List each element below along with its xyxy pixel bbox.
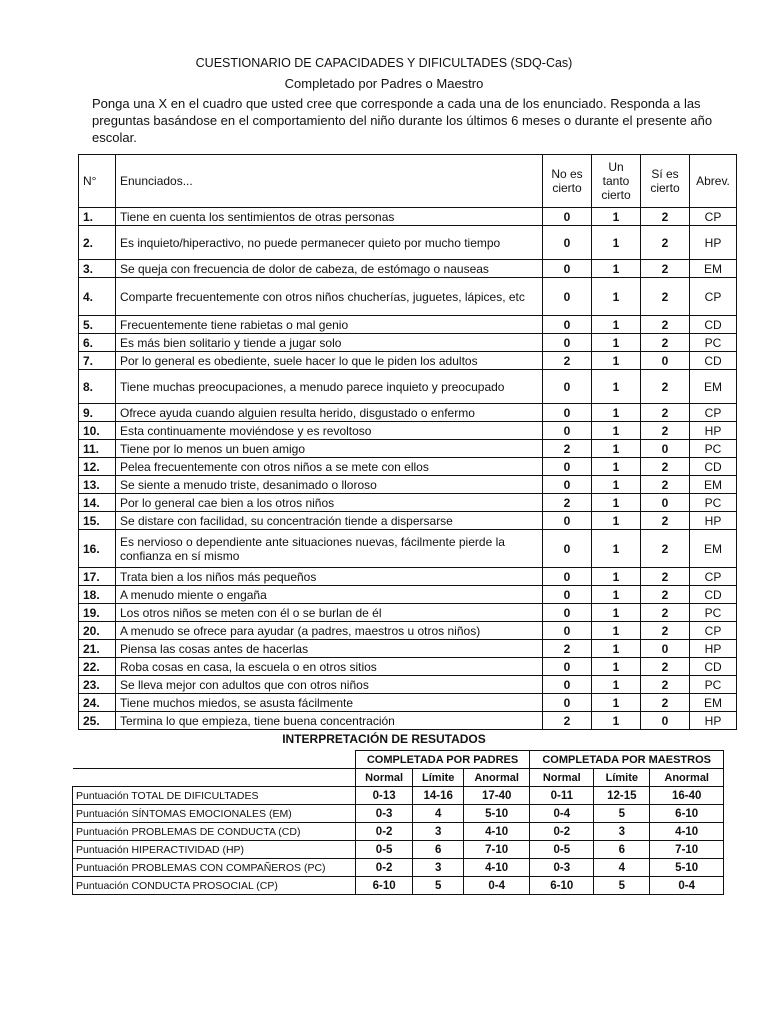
sub-anormal-padres: Anormal xyxy=(464,769,530,787)
item-number: 13. xyxy=(79,476,116,494)
score-somewhat-true: 1 xyxy=(592,370,641,404)
score-true: 2 xyxy=(641,278,690,316)
score-somewhat-true: 1 xyxy=(592,440,641,458)
item-abbreviation: CP xyxy=(690,568,737,586)
item-abbreviation: CP xyxy=(690,404,737,422)
score-not-true: 2 xyxy=(543,640,592,658)
score-somewhat-true: 1 xyxy=(592,260,641,278)
item-abbreviation: PC xyxy=(690,676,737,694)
score-somewhat-true: 1 xyxy=(592,530,641,568)
score-true: 2 xyxy=(641,458,690,476)
score-not-true: 0 xyxy=(543,458,592,476)
item-number: 24. xyxy=(79,694,116,712)
score-somewhat-true: 1 xyxy=(592,586,641,604)
score-range: 6 xyxy=(413,841,464,859)
interpretation-row xyxy=(73,823,724,841)
score-not-true: 0 xyxy=(543,694,592,712)
questionnaire-table xyxy=(78,154,737,730)
score-not-true: 2 xyxy=(543,440,592,458)
item-statement: Se queja con frecuencia de dolor de cabeza, de estómago o nauseas xyxy=(116,260,543,278)
score-not-true: 0 xyxy=(543,208,592,226)
item-abbreviation: CD xyxy=(690,458,737,476)
item-statement: Comparte frecuentemente con otros niños chucherías, juguetes, lápices, etc xyxy=(116,278,543,316)
table-row xyxy=(79,712,737,730)
score-range: 14-16 xyxy=(413,787,464,805)
sub-normal-padres: Normal xyxy=(355,769,413,787)
item-abbreviation: CD xyxy=(690,352,737,370)
score-not-true: 0 xyxy=(543,676,592,694)
item-number: 23. xyxy=(79,676,116,694)
sub-normal-maestros: Normal xyxy=(530,769,594,787)
table-row xyxy=(79,530,737,568)
score-somewhat-true: 1 xyxy=(592,226,641,260)
item-statement: Los otros niños se meten con él o se burlan de él xyxy=(116,604,543,622)
score-somewhat-true: 1 xyxy=(592,568,641,586)
item-statement: Es más bien solitario y tiende a jugar solo xyxy=(116,334,543,352)
score-true: 2 xyxy=(641,334,690,352)
score-somewhat-true: 1 xyxy=(592,512,641,530)
score-label: Puntuación PROBLEMAS CON COMPAÑEROS (PC) xyxy=(73,859,356,877)
item-statement: Se distare con facilidad, su concentración tiende a dispersarse xyxy=(116,512,543,530)
item-abbreviation: EM xyxy=(690,476,737,494)
score-true: 0 xyxy=(641,712,690,730)
item-number: 7. xyxy=(79,352,116,370)
interpretation-row xyxy=(73,877,724,895)
document-title: CUESTIONARIO DE CAPACIDADES Y DIFICULTADES (SDQ-Cas) xyxy=(195,56,573,70)
score-not-true: 0 xyxy=(543,622,592,640)
item-number: 3. xyxy=(79,260,116,278)
item-abbreviation: HP xyxy=(690,640,737,658)
score-range: 6-10 xyxy=(530,877,594,895)
score-somewhat-true: 1 xyxy=(592,640,641,658)
table-row xyxy=(79,458,737,476)
item-number: 21. xyxy=(79,640,116,658)
item-abbreviation: CP xyxy=(690,622,737,640)
score-range: 4-10 xyxy=(464,859,530,877)
item-abbreviation: CP xyxy=(690,208,737,226)
item-number: 17. xyxy=(79,568,116,586)
item-abbreviation: CD xyxy=(690,316,737,334)
header-not-true: No es cierto xyxy=(543,155,592,208)
score-true: 2 xyxy=(641,226,690,260)
item-abbreviation: CD xyxy=(690,658,737,676)
score-range: 0-11 xyxy=(530,787,594,805)
table-row xyxy=(79,422,737,440)
item-statement: Piensa las cosas antes de hacerlas xyxy=(116,640,543,658)
item-abbreviation: HP xyxy=(690,512,737,530)
score-true: 2 xyxy=(641,476,690,494)
item-statement: Trata bien a los niños más pequeños xyxy=(116,568,543,586)
item-statement: Por lo general es obediente, suele hacer lo que le piden los adultos xyxy=(116,352,543,370)
score-somewhat-true: 1 xyxy=(592,476,641,494)
item-statement: Termina lo que empieza, tiene buena concentración xyxy=(116,712,543,730)
table-row xyxy=(79,260,737,278)
item-statement: Ofrece ayuda cuando alguien resulta herido, disgustado o enfermo xyxy=(116,404,543,422)
score-range: 6-10 xyxy=(650,805,724,823)
group-padres: COMPLETADA POR PADRES xyxy=(355,751,530,769)
item-number: 6. xyxy=(79,334,116,352)
score-somewhat-true: 1 xyxy=(592,712,641,730)
empty-label-cell xyxy=(73,769,356,787)
score-label: Puntuación PROBLEMAS DE CONDUCTA (CD) xyxy=(73,823,356,841)
score-true: 2 xyxy=(641,694,690,712)
score-range: 4 xyxy=(413,805,464,823)
item-statement: A menudo miente o engaña xyxy=(116,586,543,604)
item-abbreviation: EM xyxy=(690,694,737,712)
score-range: 6 xyxy=(594,841,650,859)
item-abbreviation: CD xyxy=(690,586,737,604)
item-number: 22. xyxy=(79,658,116,676)
score-true: 2 xyxy=(641,512,690,530)
score-somewhat-true: 1 xyxy=(592,604,641,622)
item-abbreviation: EM xyxy=(690,370,737,404)
item-abbreviation: PC xyxy=(690,494,737,512)
score-not-true: 0 xyxy=(543,260,592,278)
item-statement: Frecuentemente tiene rabietas o mal genio xyxy=(116,316,543,334)
score-not-true: 0 xyxy=(543,604,592,622)
item-abbreviation: CP xyxy=(690,278,737,316)
table-row xyxy=(79,476,737,494)
score-range: 0-2 xyxy=(530,823,594,841)
item-number: 20. xyxy=(79,622,116,640)
score-somewhat-true: 1 xyxy=(592,422,641,440)
score-range: 3 xyxy=(413,823,464,841)
item-number: 18. xyxy=(79,586,116,604)
item-statement: Es inquieto/hiperactivo, no puede permanecer quieto por mucho tiempo xyxy=(116,226,543,260)
item-statement: Tiene muchos miedos, se asusta fácilmente xyxy=(116,694,543,712)
score-label: Puntuación SÍNTOMAS EMOCIONALES (EM) xyxy=(73,805,356,823)
item-abbreviation: HP xyxy=(690,226,737,260)
table-row xyxy=(79,352,737,370)
score-range: 0-2 xyxy=(355,859,413,877)
score-label: Puntuación TOTAL DE DIFICULTADES xyxy=(73,787,356,805)
item-number: 12. xyxy=(79,458,116,476)
item-number: 10. xyxy=(79,422,116,440)
score-range: 5-10 xyxy=(650,859,724,877)
score-not-true: 0 xyxy=(543,586,592,604)
table-row xyxy=(79,694,737,712)
table-row xyxy=(79,640,737,658)
item-number: 11. xyxy=(79,440,116,458)
score-true: 2 xyxy=(641,422,690,440)
score-not-true: 2 xyxy=(543,494,592,512)
interpretation-group-row xyxy=(73,751,724,769)
group-maestros: COMPLETADA POR MAESTROS xyxy=(530,751,724,769)
table-header-row xyxy=(79,155,737,208)
score-true: 0 xyxy=(641,440,690,458)
score-range: 0-4 xyxy=(650,877,724,895)
table-row xyxy=(79,622,737,640)
score-somewhat-true: 1 xyxy=(592,458,641,476)
score-true: 2 xyxy=(641,604,690,622)
table-row xyxy=(79,512,737,530)
score-somewhat-true: 1 xyxy=(592,316,641,334)
item-number: 5. xyxy=(79,316,116,334)
score-somewhat-true: 1 xyxy=(592,622,641,640)
sub-anormal-maestros: Anormal xyxy=(650,769,724,787)
item-statement: Por lo general cae bien a los otros niños xyxy=(116,494,543,512)
sub-limite-maestros: Límite xyxy=(594,769,650,787)
table-row xyxy=(79,334,737,352)
score-not-true: 0 xyxy=(543,226,592,260)
score-true: 2 xyxy=(641,676,690,694)
score-true: 2 xyxy=(641,404,690,422)
score-true: 2 xyxy=(641,658,690,676)
item-abbreviation: PC xyxy=(690,334,737,352)
score-range: 5 xyxy=(413,877,464,895)
table-row xyxy=(79,370,737,404)
header-statements: Enunciados... xyxy=(116,155,543,208)
score-range: 5 xyxy=(594,805,650,823)
score-somewhat-true: 1 xyxy=(592,278,641,316)
item-statement: Tiene por lo menos un buen amigo xyxy=(116,440,543,458)
item-statement: Esta continuamente moviéndose y es revoltoso xyxy=(116,422,543,440)
header-number: N° xyxy=(79,155,116,208)
item-statement: Roba cosas en casa, la escuela o en otros sitios xyxy=(116,658,543,676)
score-not-true: 0 xyxy=(543,476,592,494)
header-abbreviation: Abrev. xyxy=(690,155,737,208)
score-range: 3 xyxy=(594,823,650,841)
item-statement: Tiene muchas preocupaciones, a menudo parece inquieto y preocupado xyxy=(116,370,543,404)
score-somewhat-true: 1 xyxy=(592,334,641,352)
score-not-true: 0 xyxy=(543,422,592,440)
table-row xyxy=(79,278,737,316)
score-somewhat-true: 1 xyxy=(592,658,641,676)
score-true: 2 xyxy=(641,370,690,404)
sub-limite-padres: Límite xyxy=(413,769,464,787)
interpretation-table xyxy=(72,750,724,895)
item-statement: Es nervioso o dependiente ante situaciones nuevas, fácilmente pierde la confianza en sí mismo xyxy=(116,530,543,568)
document-subtitle: Completado por Padres o Maestro xyxy=(284,76,484,91)
item-number: 15. xyxy=(79,512,116,530)
item-statement: A menudo se ofrece para ayudar (a padres, maestros u otros niños) xyxy=(116,622,543,640)
header-true: Sí es cierto xyxy=(641,155,690,208)
item-number: 8. xyxy=(79,370,116,404)
score-range: 0-13 xyxy=(355,787,413,805)
score-not-true: 2 xyxy=(543,352,592,370)
item-number: 19. xyxy=(79,604,116,622)
interpretation-row xyxy=(73,787,724,805)
score-true: 2 xyxy=(641,208,690,226)
interpretation-row xyxy=(73,805,724,823)
table-row xyxy=(79,440,737,458)
table-row xyxy=(79,604,737,622)
score-true: 0 xyxy=(641,352,690,370)
score-range: 7-10 xyxy=(650,841,724,859)
score-not-true: 0 xyxy=(543,334,592,352)
table-row xyxy=(79,676,737,694)
score-range: 4-10 xyxy=(650,823,724,841)
item-number: 16. xyxy=(79,530,116,568)
score-true: 2 xyxy=(641,530,690,568)
score-range: 3 xyxy=(413,859,464,877)
score-true: 2 xyxy=(641,622,690,640)
score-not-true: 2 xyxy=(543,712,592,730)
score-true: 2 xyxy=(641,260,690,278)
score-range: 0-2 xyxy=(355,823,413,841)
item-number: 1. xyxy=(79,208,116,226)
score-range: 5-10 xyxy=(464,805,530,823)
score-range: 17-40 xyxy=(464,787,530,805)
score-true: 0 xyxy=(641,494,690,512)
score-range: 16-40 xyxy=(650,787,724,805)
item-abbreviation: PC xyxy=(690,440,737,458)
score-range: 0-4 xyxy=(464,877,530,895)
score-true: 2 xyxy=(641,586,690,604)
score-range: 7-10 xyxy=(464,841,530,859)
score-label: Puntuación HIPERACTIVIDAD (HP) xyxy=(73,841,356,859)
score-label: Puntuación CONDUCTA PROSOCIAL (CP) xyxy=(73,877,356,895)
table-row xyxy=(79,404,737,422)
item-statement: Pelea frecuentemente con otros niños a se mete con ellos xyxy=(116,458,543,476)
score-not-true: 0 xyxy=(543,512,592,530)
item-statement: Tiene en cuenta los sentimientos de otras personas xyxy=(116,208,543,226)
item-abbreviation: HP xyxy=(690,712,737,730)
item-number: 14. xyxy=(79,494,116,512)
score-not-true: 0 xyxy=(543,530,592,568)
table-row xyxy=(79,208,737,226)
empty-corner xyxy=(73,751,356,769)
header-somewhat-true: Un tanto cierto xyxy=(592,155,641,208)
score-not-true: 0 xyxy=(543,278,592,316)
score-true: 2 xyxy=(641,316,690,334)
table-row xyxy=(79,586,737,604)
table-row xyxy=(79,494,737,512)
score-range: 4 xyxy=(594,859,650,877)
score-range: 12-15 xyxy=(594,787,650,805)
score-not-true: 0 xyxy=(543,370,592,404)
score-range: 4-10 xyxy=(464,823,530,841)
score-true: 0 xyxy=(641,640,690,658)
table-row xyxy=(79,658,737,676)
score-range: 0-4 xyxy=(530,805,594,823)
score-range: 0-5 xyxy=(530,841,594,859)
item-statement: Se lleva mejor con adultos que con otros niños xyxy=(116,676,543,694)
item-abbreviation: HP xyxy=(690,422,737,440)
score-range: 0-3 xyxy=(355,805,413,823)
item-number: 9. xyxy=(79,404,116,422)
table-row xyxy=(79,568,737,586)
score-not-true: 0 xyxy=(543,316,592,334)
score-range: 6-10 xyxy=(355,877,413,895)
item-abbreviation: EM xyxy=(690,530,737,568)
interpretation-row xyxy=(73,859,724,877)
interpretation-subheader-row xyxy=(73,769,724,787)
score-somewhat-true: 1 xyxy=(592,694,641,712)
item-statement: Se siente a menudo triste, desanimado o lloroso xyxy=(116,476,543,494)
item-number: 2. xyxy=(79,226,116,260)
item-number: 25. xyxy=(79,712,116,730)
score-true: 2 xyxy=(641,568,690,586)
score-not-true: 0 xyxy=(543,658,592,676)
table-row xyxy=(79,226,737,260)
table-row xyxy=(79,316,737,334)
score-somewhat-true: 1 xyxy=(592,404,641,422)
item-abbreviation: EM xyxy=(690,260,737,278)
interpretation-title: INTERPRETACIÓN DE RESUTADOS xyxy=(282,732,486,746)
instructions: Ponga una X en el cuadro que usted cree que corresponde a cada una de los enunciado. Responda a las preguntas basándose en el comportamiento del niño durante los últimos 6 meses o durante el presente año escolar. xyxy=(92,96,713,145)
score-range: 0-5 xyxy=(355,841,413,859)
score-not-true: 0 xyxy=(543,568,592,586)
item-abbreviation: PC xyxy=(690,604,737,622)
score-range: 5 xyxy=(594,877,650,895)
score-somewhat-true: 1 xyxy=(592,208,641,226)
score-somewhat-true: 1 xyxy=(592,494,641,512)
score-not-true: 0 xyxy=(543,404,592,422)
item-number: 4. xyxy=(79,278,116,316)
score-somewhat-true: 1 xyxy=(592,352,641,370)
interpretation-row xyxy=(73,841,724,859)
score-somewhat-true: 1 xyxy=(592,676,641,694)
score-range: 0-3 xyxy=(530,859,594,877)
